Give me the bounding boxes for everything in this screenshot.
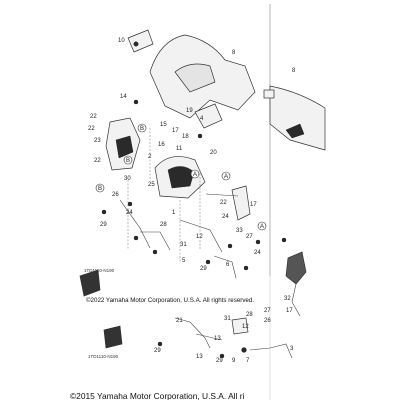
callout-label: 26	[112, 192, 119, 198]
callout-label: 21	[176, 318, 183, 324]
callout-label: 31	[224, 316, 231, 322]
callout-label: 22	[94, 158, 101, 164]
callout-label: 29	[100, 222, 107, 228]
ref-code-bottom: 1TD1110-N190	[88, 354, 119, 359]
callout-label: 16	[158, 142, 165, 148]
copyright-top: ©2022 Yamaha Motor Corporation, U.S.A. All rights reserved.	[86, 297, 255, 304]
callout-label: 25	[148, 182, 155, 188]
part-bolt	[158, 342, 162, 346]
callout-label: 17	[286, 308, 293, 314]
callout-label: 13	[196, 354, 203, 360]
part-badge-bottom	[104, 326, 122, 348]
callout-label: 12	[242, 324, 249, 330]
callout-label: 3	[290, 346, 294, 352]
callout-label: 17	[250, 202, 257, 208]
callout-label: 23	[94, 138, 101, 144]
copyright-bottom: ©2015 Yamaha Motor Corporation, U.S.A. All ri	[70, 391, 245, 400]
callout-label: 32	[284, 296, 291, 302]
callout-label: 28	[246, 312, 253, 318]
callout-label: 28	[160, 222, 167, 228]
callout-label: 29	[154, 348, 161, 354]
callout-label: 24	[222, 214, 229, 220]
ref-letter: B	[139, 126, 145, 132]
callout-label: 24	[254, 250, 261, 256]
callout-label: 9	[232, 358, 236, 364]
part-bolt	[134, 42, 138, 46]
ref-letter: A	[192, 172, 198, 178]
callout-label: 14	[120, 94, 127, 100]
ref-code-left: 1TD1110-N190	[84, 268, 115, 273]
callout-label: 8	[232, 50, 236, 56]
callout-label: 26	[264, 318, 271, 324]
callout-label: 19	[186, 108, 193, 114]
callout-label: 27	[246, 234, 253, 240]
callout-label: 22	[88, 126, 95, 132]
part-headlight-lens	[168, 166, 194, 188]
callout-label: 7	[246, 358, 250, 364]
ref-letter: B	[125, 158, 131, 164]
callout-label: 8	[292, 68, 296, 74]
callout-label: 30	[124, 176, 131, 182]
callout-label: 20	[210, 150, 217, 156]
callout-label: 1	[172, 210, 176, 216]
ref-letter: B	[97, 186, 103, 192]
callout-label: 17	[172, 128, 179, 134]
callout-label: 4	[200, 116, 204, 122]
callout-label: 13	[214, 336, 221, 342]
callout-label: 15	[160, 122, 167, 128]
part-bolt	[242, 348, 247, 353]
callout-label: 11	[176, 146, 183, 152]
callout-label: 31	[180, 242, 187, 248]
callout-label: 22	[90, 114, 97, 120]
callout-label: 22	[220, 200, 227, 206]
callout-label: 10	[118, 38, 125, 44]
callout-label: 29	[200, 266, 207, 272]
callout-label: 12	[196, 234, 203, 240]
callout-label: 18	[182, 134, 189, 140]
ref-letter: A	[259, 224, 265, 230]
callout-label: 33	[236, 228, 243, 234]
callout-label: 29	[216, 358, 223, 364]
callout-label: 2	[148, 154, 152, 160]
callout-label: 5	[182, 258, 186, 264]
callout-label: 24	[126, 210, 133, 216]
callout-label: 6	[226, 262, 230, 268]
ref-letter: A	[223, 174, 229, 180]
part-clip	[264, 90, 274, 98]
callout-label: 27	[264, 308, 271, 314]
